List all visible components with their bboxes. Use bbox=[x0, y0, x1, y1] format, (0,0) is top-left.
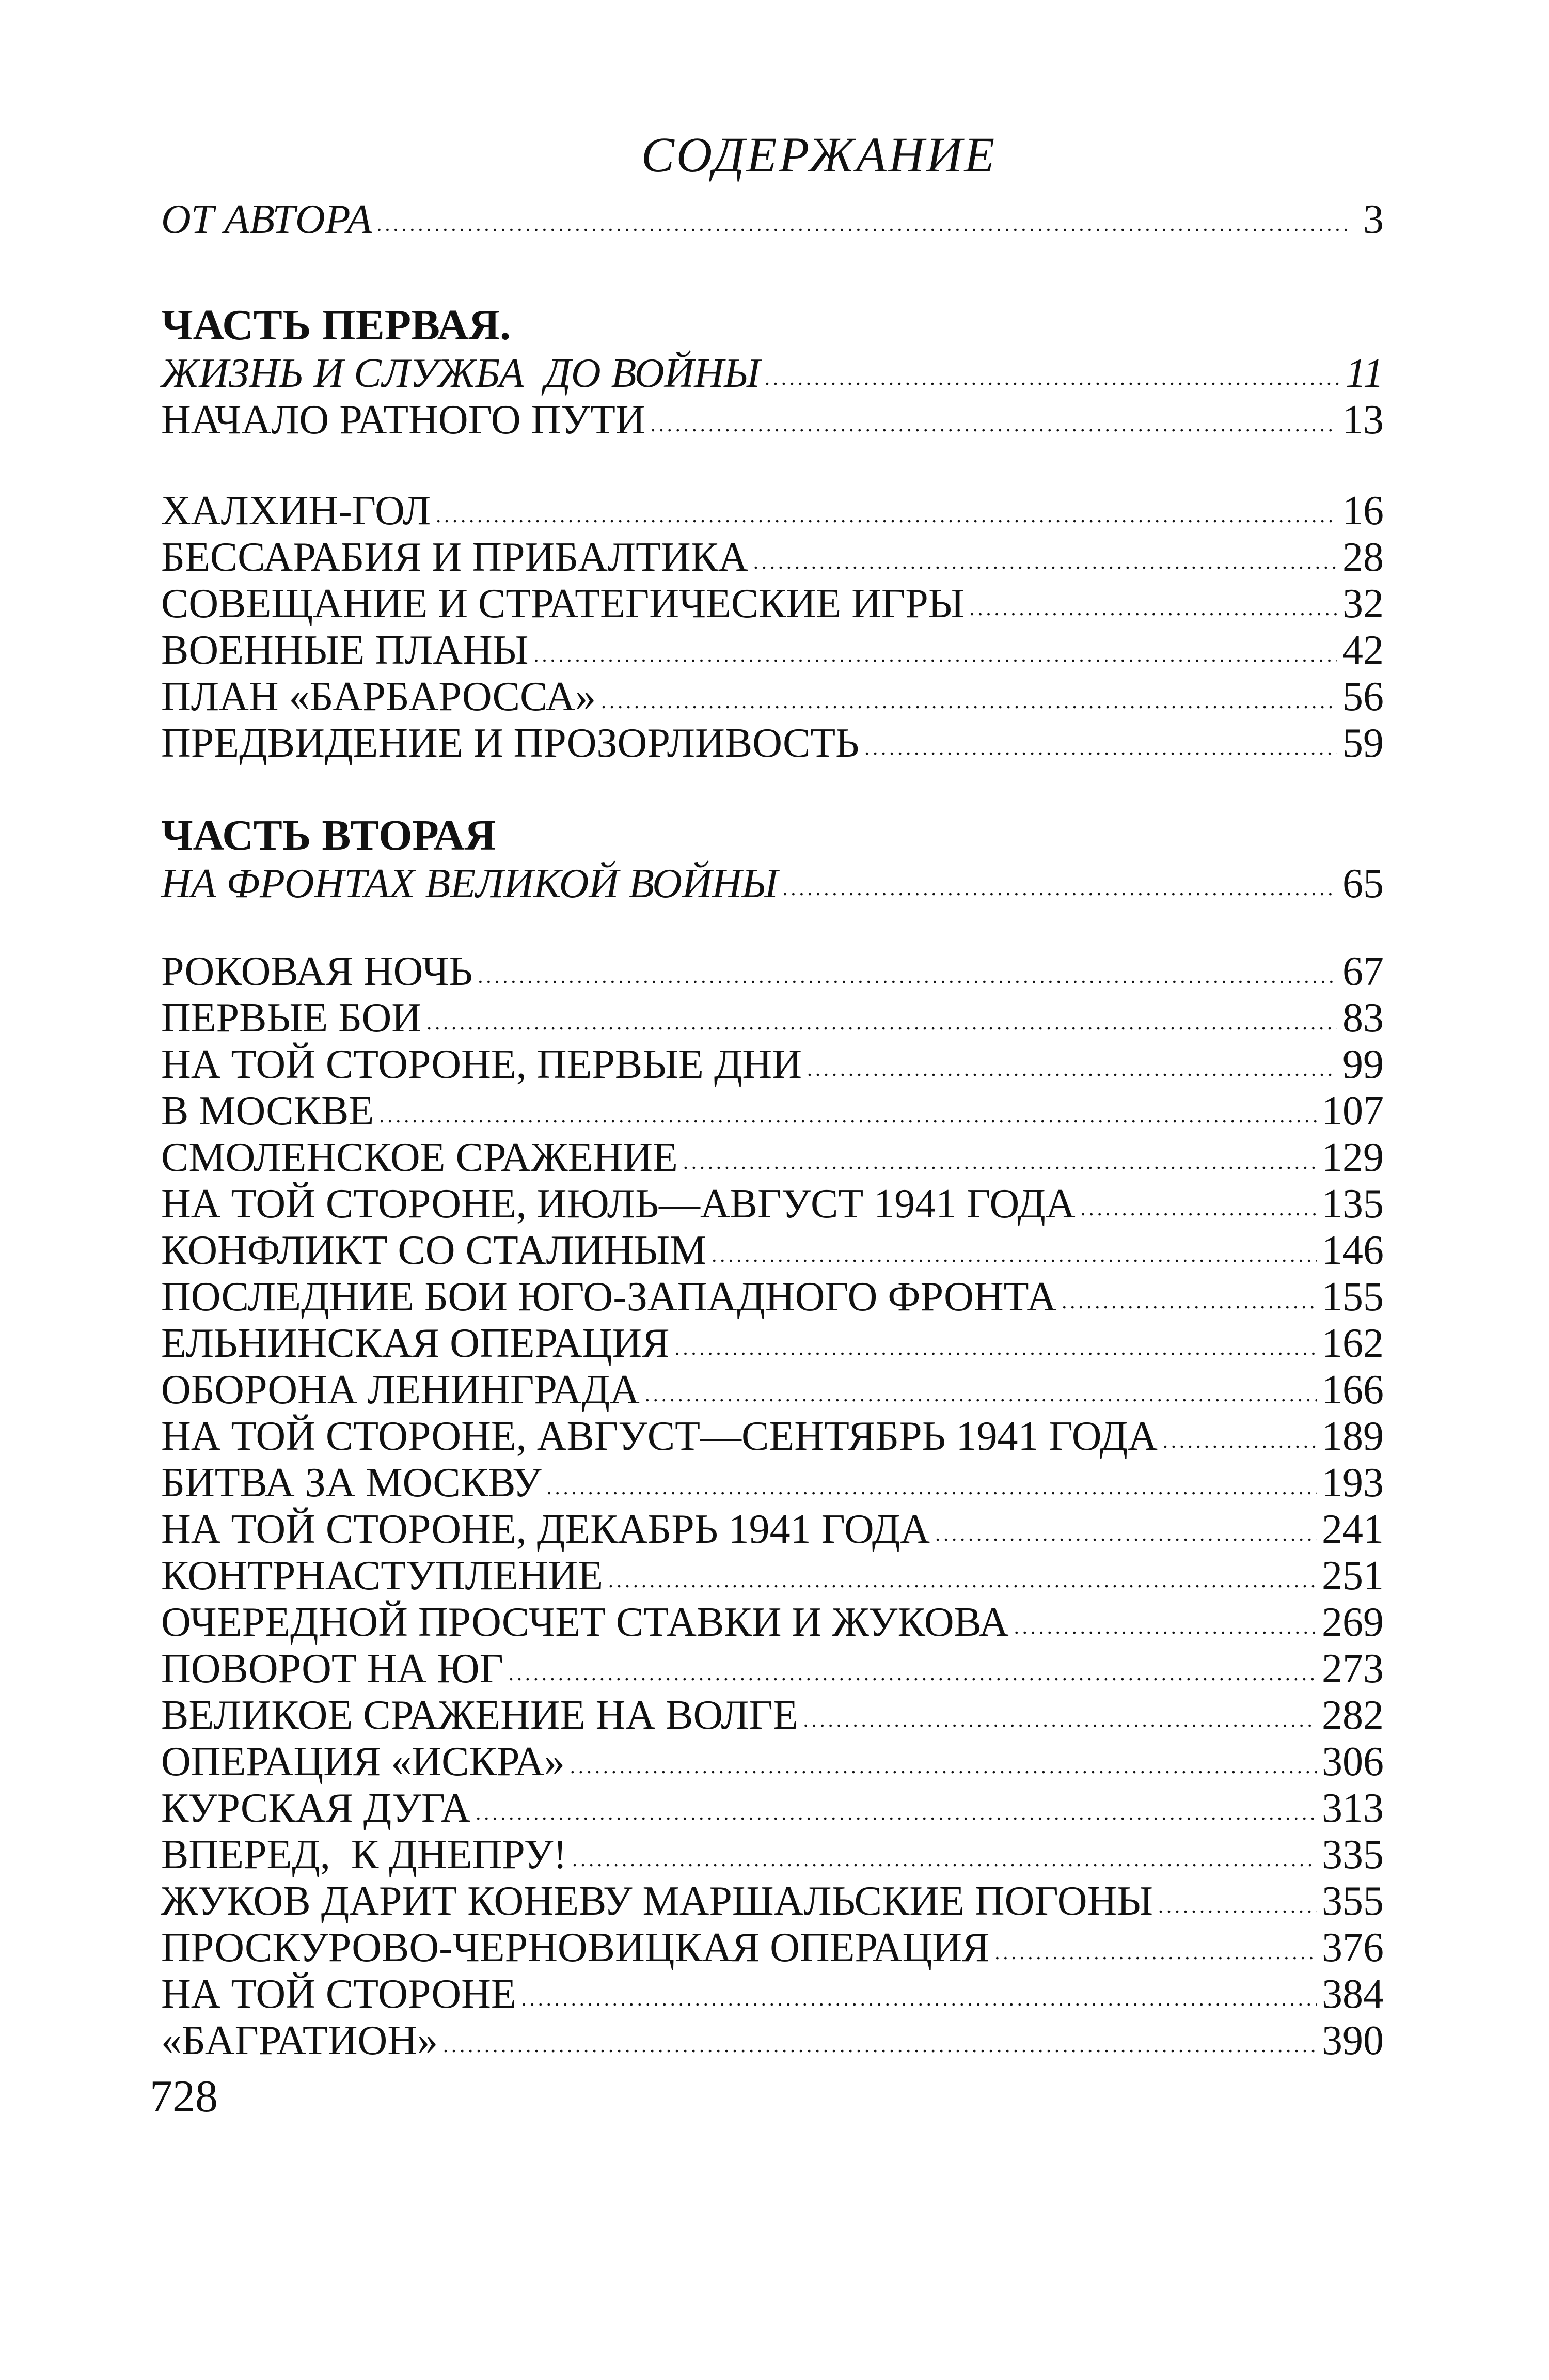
dot-leader bbox=[570, 1743, 1317, 1790]
toc-entry-label: В МОСКВЕ bbox=[161, 1088, 374, 1134]
toc-entry-page: 189 bbox=[1322, 1414, 1384, 1459]
toc-entry bbox=[161, 1227, 1384, 1274]
toc-entry bbox=[161, 1692, 1384, 1739]
dot-leader bbox=[509, 1650, 1317, 1697]
toc-entry-page: 282 bbox=[1322, 1693, 1384, 1738]
toc-entry-page: 162 bbox=[1322, 1321, 1384, 1366]
toc-entry-page: 32 bbox=[1342, 581, 1384, 627]
toc-entry-page: 306 bbox=[1322, 1739, 1384, 1784]
toc-entry-label: ЖИЗНЬ И СЛУЖБА ДО ВОЙНЫ bbox=[161, 351, 760, 396]
toc-entry-page: 129 bbox=[1322, 1135, 1384, 1180]
toc-entry-label: ПЛАН «БАРБАРОССА» bbox=[161, 674, 596, 719]
dot-leader bbox=[935, 1511, 1317, 1557]
toc-entry-label: НА ТОЙ СТОРОНЕ, АВГУСТ—СЕНТЯБРЬ 1941 ГОДА bbox=[161, 1414, 1158, 1459]
dot-leader bbox=[534, 632, 1337, 678]
toc-entry bbox=[161, 1785, 1384, 1831]
toc-entry-label: ВПЕРЕД, К ДНЕПРУ! bbox=[161, 1832, 567, 1877]
toc-entry bbox=[161, 1460, 1384, 1506]
dot-leader bbox=[864, 725, 1337, 771]
toc-entry-page: 269 bbox=[1322, 1600, 1384, 1645]
toc-entry-page: 59 bbox=[1342, 721, 1384, 766]
toc-entry-label: ПОСЛЕДНИЕ БОИ ЮГО-ЗАПАДНОГО ФРОНТА bbox=[161, 1274, 1057, 1320]
table-of-contents bbox=[161, 124, 1384, 2064]
toc-entry-page: 313 bbox=[1322, 1786, 1384, 1831]
toc-entry-label: НА ТОЙ СТОРОНЕ, ИЮЛЬ—АВГУСТ 1941 ГОДА bbox=[161, 1181, 1076, 1227]
toc-entry-page: 107 bbox=[1322, 1088, 1384, 1134]
toc-entry bbox=[161, 1646, 1384, 1692]
toc-entry-label: НА ТОЙ СТОРОНЕ, ПЕРВЫЕ ДНИ bbox=[161, 1042, 802, 1087]
toc-entry-page: 273 bbox=[1322, 1646, 1384, 1692]
toc-entry bbox=[161, 397, 1384, 443]
dot-leader bbox=[1163, 1418, 1317, 1464]
toc-entry-page: 28 bbox=[1342, 535, 1384, 580]
toc-entry bbox=[161, 1413, 1384, 1460]
dot-leader bbox=[379, 1092, 1317, 1139]
dot-leader bbox=[377, 201, 1348, 247]
toc-entry bbox=[161, 1971, 1384, 2017]
toc-entry-label: ВОЕННЫЕ ПЛАНЫ bbox=[161, 628, 529, 673]
dot-leader bbox=[651, 401, 1337, 448]
dot-leader bbox=[1062, 1278, 1317, 1325]
dot-leader bbox=[807, 1046, 1337, 1092]
toc-entry-page: 3 bbox=[1363, 197, 1384, 242]
dot-leader bbox=[1014, 1604, 1317, 1650]
dot-leader bbox=[426, 999, 1337, 1046]
dot-leader bbox=[476, 1790, 1317, 1836]
toc-entry-label: ПРЕДВИДЕНИЕ И ПРОЗОРЛИВОСТЬ bbox=[161, 721, 860, 766]
toc-entry bbox=[161, 1320, 1384, 1367]
dot-leader bbox=[608, 1557, 1317, 1604]
toc-entry-label: ВЕЛИКОЕ СРАЖЕНИЕ НА ВОЛГЕ bbox=[161, 1693, 798, 1738]
dot-leader bbox=[765, 355, 1340, 401]
toc-entry-label: СОВЕЩАНИЕ И СТРАТЕГИЧЕСКИЕ ИГРЫ bbox=[161, 581, 965, 627]
toc-entry-page: 56 bbox=[1342, 674, 1384, 719]
toc-entry-label: НАЧАЛО РАТНОГО ПУТИ bbox=[161, 397, 645, 443]
page-number: 728 bbox=[150, 2072, 218, 2122]
toc-entry-page: 384 bbox=[1322, 1971, 1384, 2017]
toc-entry-page: 11 bbox=[1345, 351, 1384, 396]
toc-entry-page: 42 bbox=[1342, 628, 1384, 673]
toc-entry-page: 251 bbox=[1322, 1553, 1384, 1599]
dot-leader bbox=[601, 678, 1337, 725]
toc-entry bbox=[161, 1878, 1384, 1924]
toc-entry bbox=[161, 1553, 1384, 1599]
dot-leader bbox=[478, 953, 1337, 999]
toc-entry-label: ПЕРВЫЕ БОИ bbox=[161, 995, 422, 1041]
part1-entry-list bbox=[161, 488, 1384, 766]
dot-leader bbox=[753, 539, 1337, 585]
toc-entry bbox=[161, 1599, 1384, 1646]
toc-entry-page: 241 bbox=[1322, 1507, 1384, 1552]
toc-entry-page: 13 bbox=[1342, 397, 1384, 443]
toc-entry bbox=[161, 581, 1384, 627]
toc-entry-page: 135 bbox=[1322, 1181, 1384, 1227]
part-heading-2: ЧАСТЬ ВТОРАЯ bbox=[161, 811, 496, 859]
toc-entry bbox=[161, 674, 1384, 720]
toc-entry-label: ХАЛХИН-ГОЛ bbox=[161, 488, 431, 534]
toc-entry-page: 390 bbox=[1322, 2018, 1384, 2063]
toc-entry bbox=[161, 1367, 1384, 1413]
dot-leader bbox=[436, 492, 1337, 539]
toc-entry-page: 155 bbox=[1322, 1274, 1384, 1320]
dot-leader bbox=[683, 1139, 1317, 1185]
toc-entry-page: 83 bbox=[1342, 995, 1384, 1041]
toc-entry bbox=[161, 2017, 1384, 2064]
toc-entry-page: 335 bbox=[1322, 1832, 1384, 1877]
toc-entry bbox=[161, 1274, 1384, 1320]
toc-entry-label: РОКОВАЯ НОЧЬ bbox=[161, 949, 473, 994]
toc-entry-page: 355 bbox=[1322, 1878, 1384, 1924]
toc-entry-page: 67 bbox=[1342, 949, 1384, 994]
part-heading-1: ЧАСТЬ ПЕРВАЯ. bbox=[161, 301, 511, 349]
toc-entry-page: 65 bbox=[1342, 861, 1384, 906]
toc-entry-label: БЕССАРАБИЯ И ПРИБАЛТИКА bbox=[161, 535, 748, 580]
dot-leader bbox=[994, 1929, 1317, 1976]
toc-entry bbox=[161, 1739, 1384, 1785]
toc-entry-label: ОБОРОНА ЛЕНИНГРАДА bbox=[161, 1367, 640, 1413]
dot-leader bbox=[783, 865, 1337, 912]
toc-entry bbox=[161, 948, 1384, 995]
toc-entry-label: «БАГРАТИОН» bbox=[161, 2018, 438, 2063]
toc-entry-page: 193 bbox=[1322, 1460, 1384, 1506]
toc-entry bbox=[161, 1134, 1384, 1181]
part-subtitle-1 bbox=[161, 350, 1384, 397]
page-title: СОДЕРЖАНИЕ bbox=[641, 127, 997, 182]
toc-entry-page: 376 bbox=[1322, 1925, 1384, 1970]
toc-entry-label: ОЧЕРЕДНОЙ ПРОСЧЕТ СТАВКИ И ЖУКОВА bbox=[161, 1600, 1009, 1645]
toc-entry-label: КУРСКАЯ ДУГА bbox=[161, 1786, 471, 1831]
toc-entry-label: ПРОСКУРОВО-ЧЕРНОВИЦКАЯ ОПЕРАЦИЯ bbox=[161, 1925, 990, 1970]
dot-leader bbox=[572, 1836, 1317, 1883]
dot-leader bbox=[1158, 1883, 1317, 1929]
toc-entry bbox=[161, 1831, 1384, 1878]
toc-entry bbox=[161, 534, 1384, 581]
toc-entry-label: СМОЛЕНСКОЕ СРАЖЕНИЕ bbox=[161, 1135, 678, 1180]
toc-entry-page: 99 bbox=[1342, 1042, 1384, 1087]
toc-entry bbox=[161, 1088, 1384, 1134]
dot-leader bbox=[970, 585, 1337, 632]
toc-entry-page: 166 bbox=[1322, 1367, 1384, 1413]
toc-entry bbox=[161, 1924, 1384, 1971]
toc-entry-label: ОТ АВТОРА bbox=[161, 197, 372, 242]
dot-leader bbox=[443, 2022, 1317, 2069]
dot-leader bbox=[521, 1976, 1317, 2022]
toc-entry-label: ОПЕРАЦИЯ «ИСКРА» bbox=[161, 1739, 565, 1784]
toc-entry bbox=[161, 627, 1384, 674]
toc-entry-intro bbox=[161, 196, 1384, 243]
toc-entry-label: БИТВА ЗА МОСКВУ bbox=[161, 1460, 542, 1506]
toc-entry-label: НА ТОЙ СТОРОНЕ bbox=[161, 1971, 516, 2017]
toc-entry-page: 146 bbox=[1322, 1228, 1384, 1273]
part2-entry-list bbox=[161, 948, 1384, 2064]
toc-entry bbox=[161, 1181, 1384, 1227]
toc-entry-label: КОНТРНАСТУПЛЕНИЕ bbox=[161, 1553, 604, 1599]
toc-entry bbox=[161, 1041, 1384, 1088]
dot-leader bbox=[645, 1371, 1317, 1418]
toc-entry bbox=[161, 488, 1384, 534]
dot-leader bbox=[1081, 1185, 1317, 1232]
toc-entry bbox=[161, 1506, 1384, 1553]
toc-entry-label: ПОВОРОТ НА ЮГ bbox=[161, 1646, 503, 1692]
toc-entry bbox=[161, 720, 1384, 766]
toc-entry-page: 16 bbox=[1342, 488, 1384, 534]
toc-entry-label: НА ТОЙ СТОРОНЕ, ДЕКАБРЬ 1941 ГОДА bbox=[161, 1507, 930, 1552]
toc-entry-label: КОНФЛИКТ СО СТАЛИНЫМ bbox=[161, 1228, 707, 1273]
toc-entry-label: ЖУКОВ ДАРИТ КОНЕВУ МАРШАЛЬСКИЕ ПОГОНЫ bbox=[161, 1878, 1153, 1924]
toc-entry-label: ЕЛЬНИНСКАЯ ОПЕРАЦИЯ bbox=[161, 1321, 670, 1366]
dot-leader bbox=[547, 1464, 1317, 1511]
part-subtitle-2 bbox=[161, 860, 1384, 907]
dot-leader bbox=[803, 1697, 1317, 1743]
toc-entry bbox=[161, 995, 1384, 1041]
toc-entry-label: НА ФРОНТАХ ВЕЛИКОЙ ВОЙНЫ bbox=[161, 861, 778, 906]
dot-leader bbox=[712, 1232, 1317, 1278]
dot-leader bbox=[675, 1325, 1317, 1371]
